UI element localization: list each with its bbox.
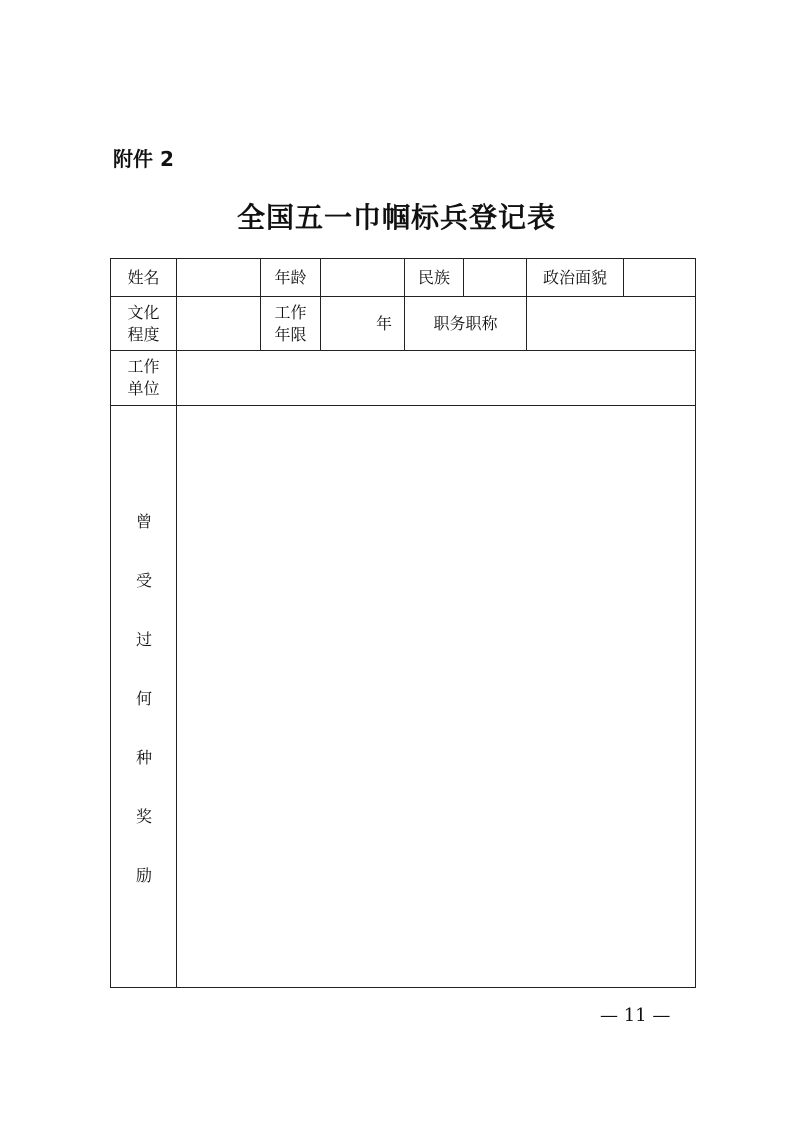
work-unit-field[interactable]: [177, 351, 695, 405]
page-number: — 11 —: [600, 1005, 671, 1026]
work-years-label-line2: 年限: [274, 324, 307, 344]
awards-field[interactable]: [177, 406, 695, 987]
registration-form-table: [110, 258, 696, 988]
work-years-label: [261, 297, 320, 350]
form-title: 全国五一巾帼标兵登记表: [236, 201, 556, 234]
position-title-field[interactable]: [527, 297, 695, 350]
awards-char: 曾: [135, 512, 152, 531]
awards-char: 过: [135, 630, 152, 649]
work-years-field[interactable]: [321, 297, 404, 350]
awards-char: 受: [135, 571, 152, 590]
work-unit-label: [111, 351, 176, 405]
political-status-field[interactable]: [624, 259, 695, 296]
awards-label: [111, 512, 177, 925]
awards-char: 种: [135, 748, 152, 767]
awards-char: 励: [135, 866, 152, 885]
education-field[interactable]: [177, 297, 260, 350]
ethnicity-field[interactable]: [464, 259, 526, 296]
work-unit-label-line1: 工作: [127, 357, 160, 376]
political-status-label: 政治面貌: [542, 267, 607, 287]
work-unit-label-line2: 单位: [127, 379, 160, 398]
work-years-label-line1: 工作: [274, 302, 307, 322]
education-label: [111, 297, 176, 350]
age-field[interactable]: [321, 259, 404, 296]
attachment-label: 附件 2: [113, 147, 174, 171]
education-label-line2: 程度: [127, 324, 160, 344]
position-title-label: 职务职称: [433, 313, 498, 333]
awards-char: 何: [135, 689, 152, 708]
education-label-line1: 文化: [127, 302, 160, 322]
name-label: 姓名: [127, 267, 160, 287]
age-label: 年龄: [274, 267, 307, 287]
years-unit: 年: [375, 313, 392, 333]
awards-char: 奖: [135, 807, 152, 826]
name-field[interactable]: [177, 259, 260, 296]
ethnicity-label: 民族: [417, 267, 450, 287]
